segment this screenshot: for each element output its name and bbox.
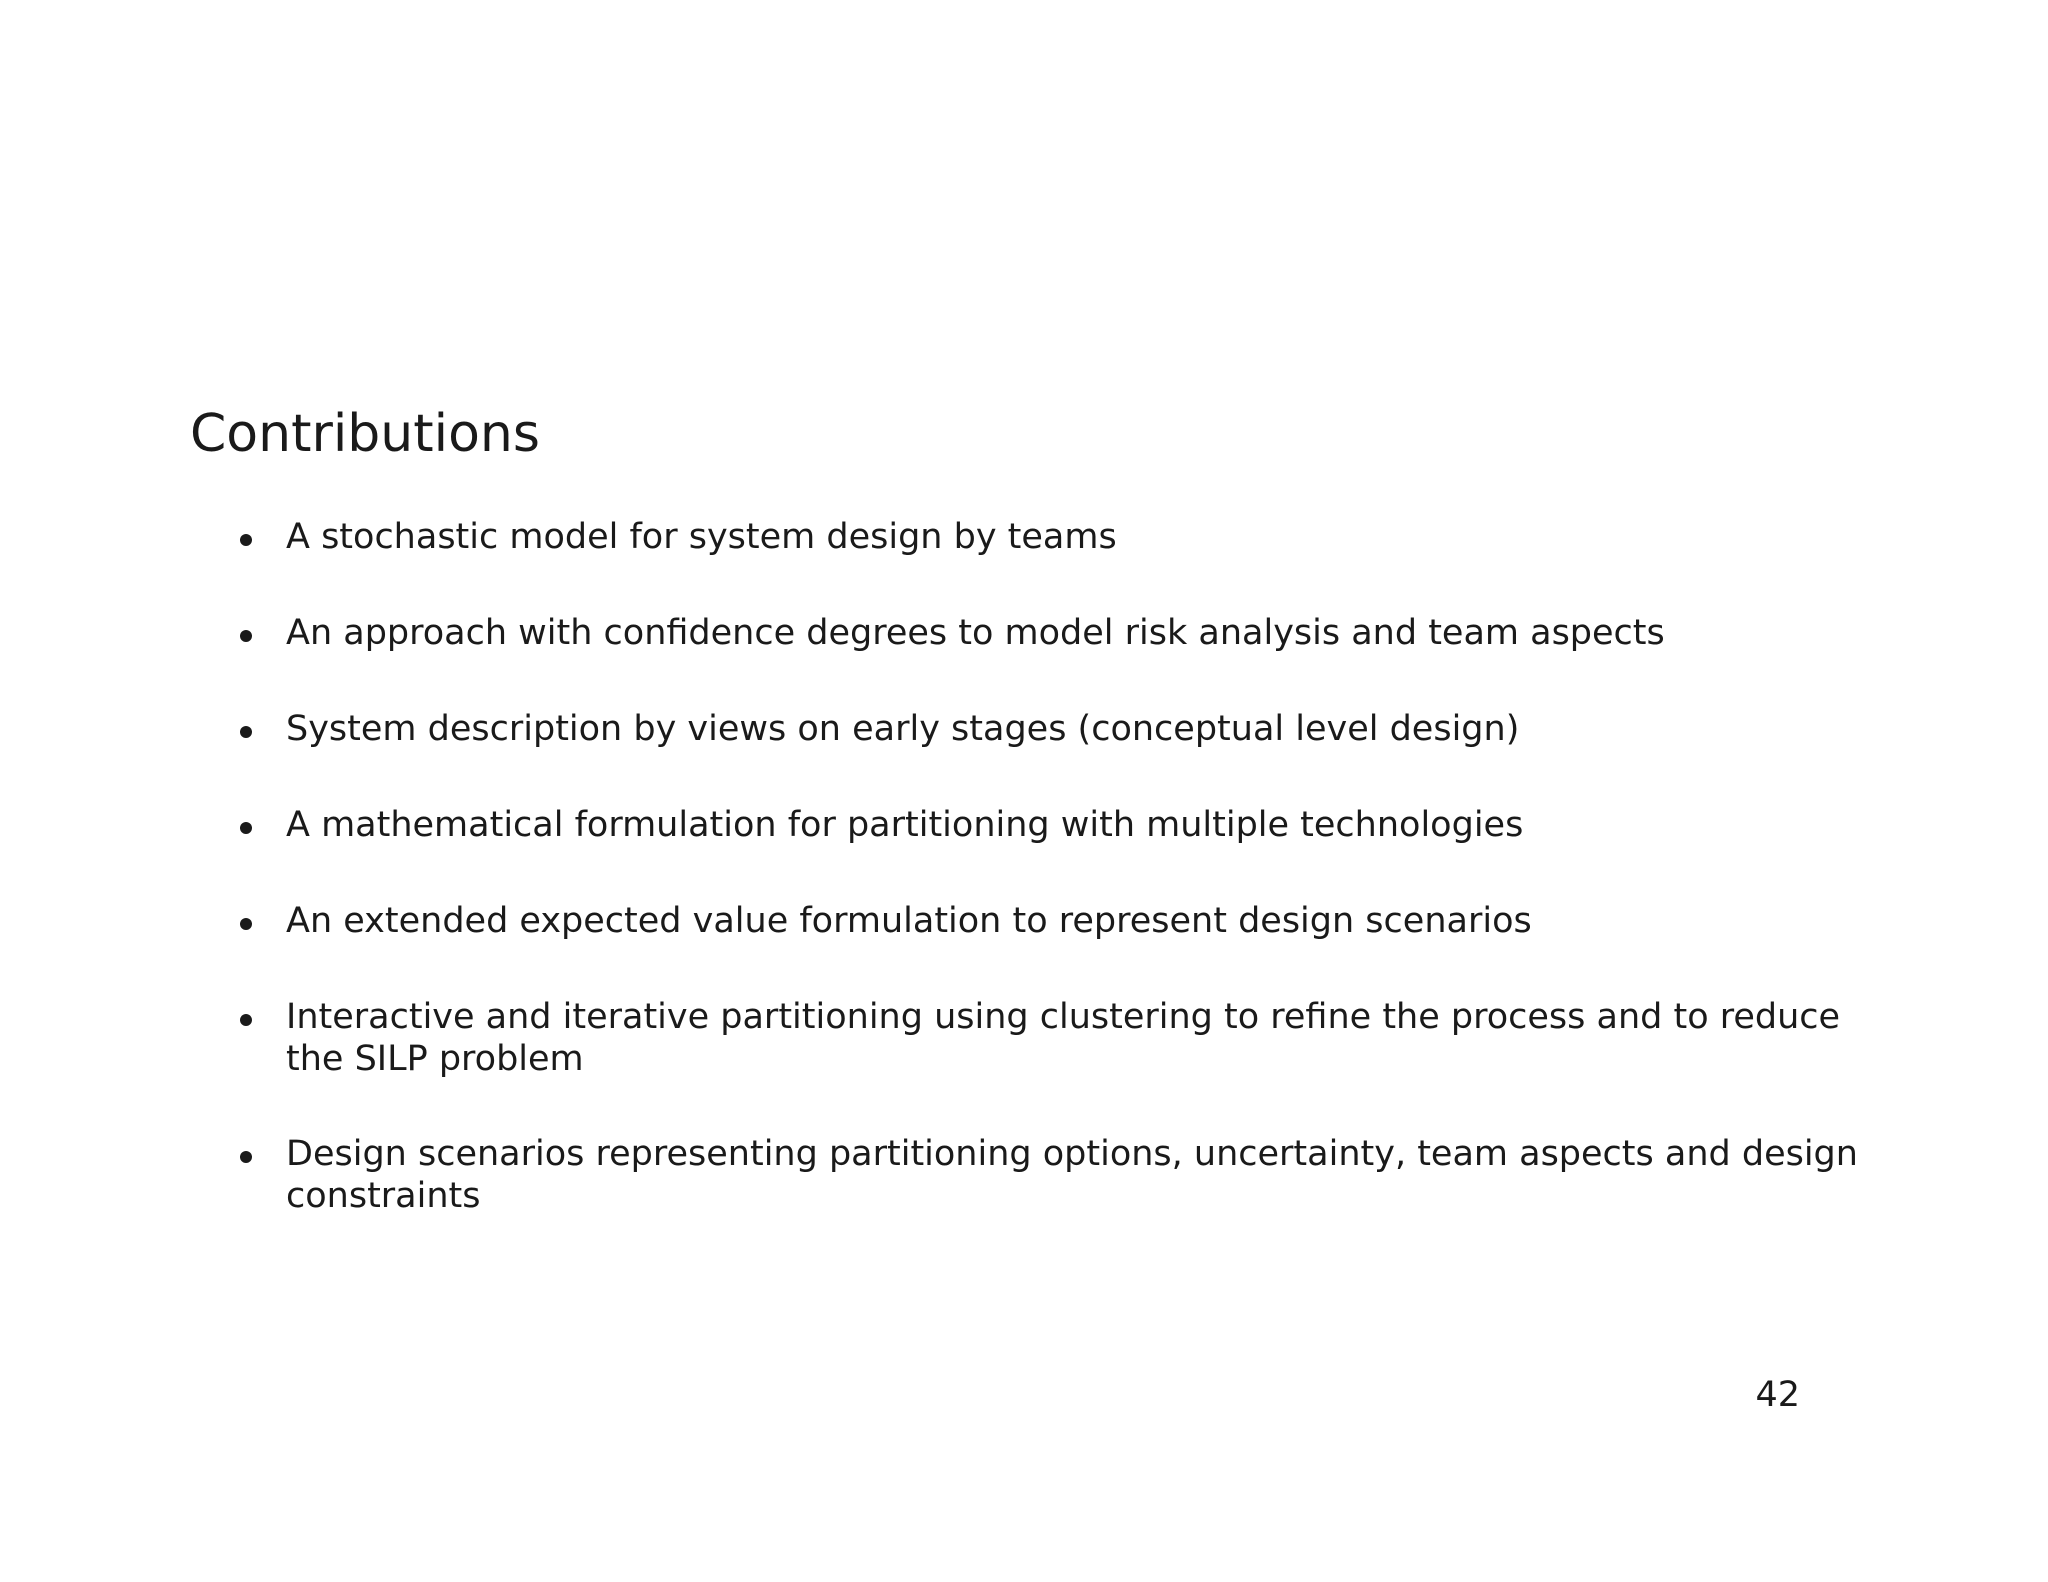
list-item-text: Design scenarios representing partitioning options, uncertainty, team aspects and design constraints	[286, 1134, 1858, 1216]
list-item-text: A mathematical formulation for partitioning with multiple technologies	[286, 805, 1524, 845]
page-number: 42	[1755, 1375, 1800, 1415]
bullet-icon	[240, 1014, 252, 1026]
bullet-icon	[240, 918, 252, 930]
list-item	[240, 996, 1880, 1080]
bullet-icon	[240, 534, 252, 546]
bullet-icon	[240, 726, 252, 738]
bullet-icon	[240, 1151, 252, 1163]
list-item-text: System description by views on early stages (conceptual level design)	[286, 709, 1520, 749]
list-item	[240, 900, 1880, 942]
list-item-text: An approach with confidence degrees to model risk analysis and team aspects	[286, 613, 1665, 653]
list-item-text: A stochastic model for system design by teams	[286, 517, 1117, 557]
list-item	[240, 516, 1880, 558]
list-item	[240, 1133, 1880, 1217]
bullet-icon	[240, 630, 252, 642]
list-item	[240, 708, 1880, 750]
list-item-text: Interactive and iterative partitioning using clustering to refine the process and to reduce the SILP problem	[286, 997, 1841, 1079]
bullet-icon	[240, 822, 252, 834]
slide-title: Contributions	[190, 404, 540, 464]
list-item	[240, 804, 1880, 846]
list-item-text: An extended expected value formulation to represent design scenarios	[286, 901, 1532, 941]
list-item	[240, 612, 1880, 654]
